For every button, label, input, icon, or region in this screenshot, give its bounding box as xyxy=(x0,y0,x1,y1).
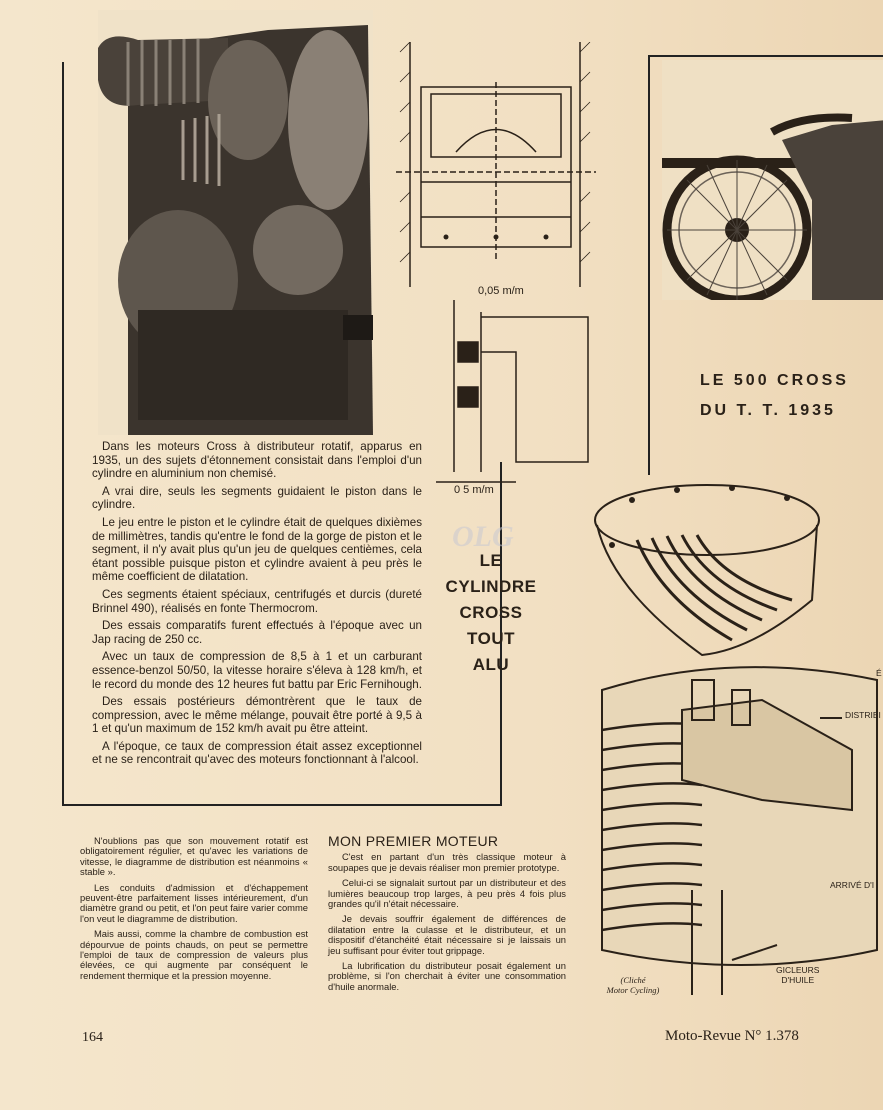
intro-paragraph: Dans les moteurs Cross à distributeur rotatif, apparus en 1935, un des sujets d'étonnement consistait dans l'emploi d'un cylindre en aluminium non chemisé. xyxy=(92,440,422,481)
cylinder-drawing xyxy=(592,480,883,1000)
column-right xyxy=(328,833,566,997)
side-title-line: ALU xyxy=(472,655,510,674)
label-e: É xyxy=(876,668,882,678)
intro-paragraph: Ces segments étaient spéciaux, centrifugés et durcis (dureté Brinnel 490), réalisés en fonte Thermocrom. xyxy=(92,587,422,615)
frame-border-top xyxy=(648,55,883,57)
side-title xyxy=(440,548,542,678)
frame-border-left xyxy=(648,55,650,475)
caption-line: Motor Cycling) xyxy=(606,985,660,995)
label-gicleurs-line: D'HUILE xyxy=(781,975,815,985)
label-distributeur: DISTRIBI xyxy=(845,710,881,720)
column-paragraph: Celui-ci se signalait surtout par un distributeur et des lumières beaucoup trop larges, à peu près 4 fois plus grandes qu'il n'était nécessaire. xyxy=(328,877,566,910)
intro-paragraph: Des essais postérieurs démontrèrent que le taux de compression, avec le même mélange, pouvait être porté à 9,5 à 1 et qu'un maximum de 152 km/h avait pu être atteint. xyxy=(92,695,422,736)
right-title xyxy=(700,366,883,426)
column-paragraph: La lubrification du distributeur posait également un problème, si l'on cherchait à éviter une consommation d'huile anormale. xyxy=(328,960,566,992)
intro-paragraph: A vrai dire, seuls les segments guidaient le piston dans le cylindre. xyxy=(92,484,422,512)
motorcycle-photo xyxy=(662,60,883,300)
column-paragraph: Les conduits d'admission et d'échappement peuvent-être parfaitement lisses intérieurement, d'un diamètre grand ou petit, et l'on peut faire varier comme l'on veut le diagramme de distribution. xyxy=(80,881,308,924)
piston-diagram xyxy=(396,42,596,502)
label-gicleurs xyxy=(776,965,819,985)
label-gicleurs-line: GICLEURS xyxy=(776,965,820,975)
column-paragraph: Mais aussi, comme la chambre de combustion est dépourvue de points chauds, on peut se permettre l'emploi de taux de compression de valeurs plus élevées, ce qui augmente par conséquent le rendement thermique et la pression moyenne. xyxy=(80,928,308,981)
right-title-line: DU T. T. 1935 xyxy=(700,402,836,419)
right-title-line: LE 500 CROSS xyxy=(700,372,849,389)
photo-caption xyxy=(598,975,668,995)
label-arrivee: ARRIVÉ D'I xyxy=(830,880,875,890)
column-left xyxy=(80,836,308,986)
side-title-line: TOUT xyxy=(467,629,515,648)
intro-paragraph: A l'époque, ce taux de compression était assez exceptionnel et ne se rencontrait qu'avec des moteurs fonctionnant à l'alcool. xyxy=(92,739,422,767)
intro-paragraph: Des essais comparatifs furent effectués à l'époque avec un Jap racing de 250 cc. xyxy=(92,619,422,646)
caption-line: (Cliché xyxy=(620,975,646,985)
column-paragraph: Je devais souffrir également de différences de dilatation entre la culasse et le distributeur, et un dispositif d'étanchéité était nécessaire si je laissais un jeu suffisant pour éviter tout grippage. xyxy=(328,913,566,956)
side-title-line: LE xyxy=(479,551,503,570)
intro-text xyxy=(92,440,422,771)
dim-label-bottom: 0 5 m/m xyxy=(454,484,494,496)
page-number: 164 xyxy=(82,1030,103,1045)
column-paragraph: C'est en partant d'un très classique moteur à soupapes que je devais réaliser mon premier prototype. xyxy=(328,851,566,873)
box-border-left xyxy=(62,62,64,806)
magazine-issue: Moto-Revue N° 1.378 xyxy=(665,1028,799,1044)
side-title-line: CROSS xyxy=(459,603,523,622)
box-border-bottom xyxy=(62,804,502,806)
intro-paragraph: Avec un taux de compression de 8,5 à 1 et un carburant essence-benzol 50/50, la vitesse horaire s'éleva à 128 km/h, et le record du monde des 12 heures fut battu par Eric Fernihough. xyxy=(92,650,422,691)
watermark: OLG xyxy=(452,520,514,553)
column-paragraph: N'oublions pas que son mouvement rotatif est obligatoirement régulier, et qu'avec les variations de vitesse, le diagramme de distribution est néanmoins « stable ». xyxy=(80,835,308,878)
section-heading: MON PREMIER MOTEUR xyxy=(328,833,499,849)
dim-label-top: 0,05 m/m xyxy=(478,285,524,297)
engine-photo xyxy=(98,10,373,435)
intro-paragraph: Le jeu entre le piston et le cylindre était de quelques dixièmes de millimètres, tandis qu'entre le fond de la gorge de piston et le segment, il n'y avait plus qu'un jeu de quelques centièmes, cela étant possible puisque piston et cylindre avaient à peu près le même coefficient de dilatation. xyxy=(92,515,422,584)
side-title-line: CYLINDRE xyxy=(445,577,537,596)
